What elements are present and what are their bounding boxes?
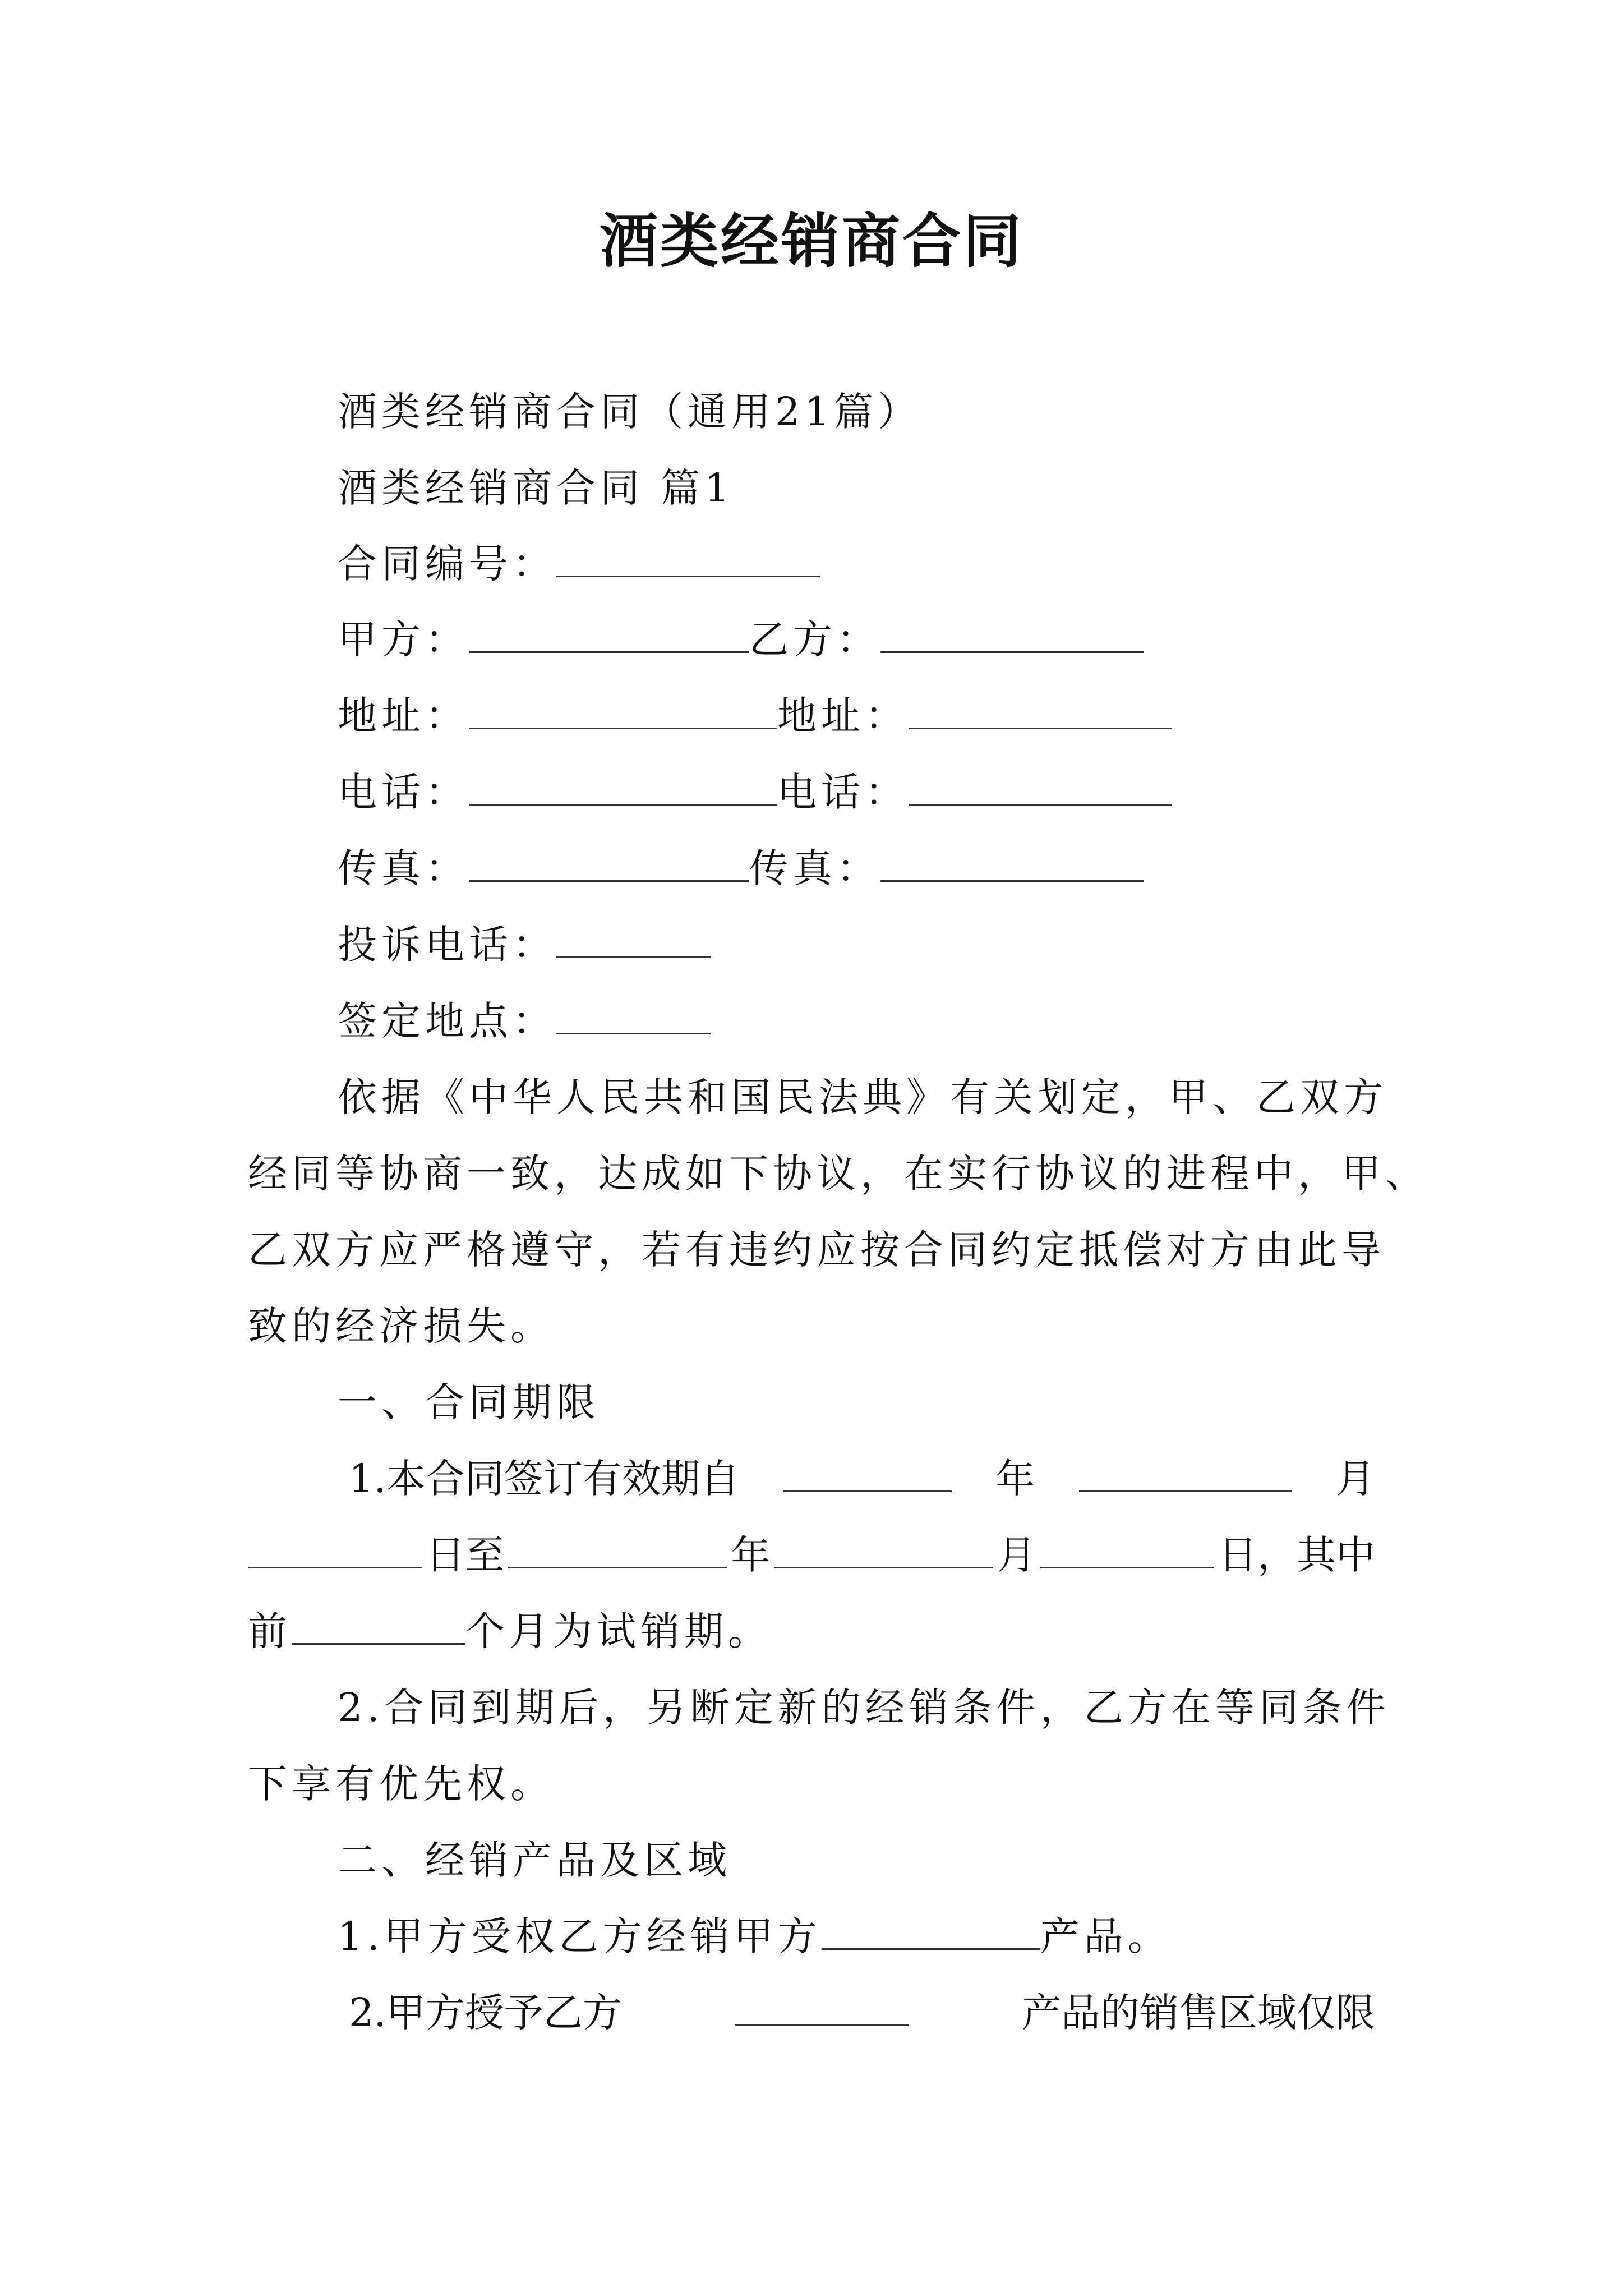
contract-no-blank (556, 541, 820, 577)
phone-a-blank (469, 769, 777, 806)
fax-a-blank (469, 845, 749, 882)
sign-place-blank (556, 998, 711, 1034)
sec1-p1-text-d: 日至 (426, 1532, 505, 1578)
end-month-blank (774, 1532, 993, 1568)
sec2-p2-text-b: 产品的销售区域仅限 (1021, 1990, 1375, 2036)
sec2-p1-text-b: 产品。 (1040, 1913, 1172, 1959)
sec1-p1-text-h: 前 (248, 1608, 292, 1654)
fax-a-label: 传真： (338, 845, 469, 891)
address-b-label: 地址： (777, 693, 909, 739)
sec1-p2-line-1: 2.合同到期后，另断定新的经销条件，乙方在等同条件 (338, 1685, 1390, 1731)
party-row (338, 611, 1144, 668)
intro-line-1: 依据《中华人民共和国民法典》有关划定，甲、乙双方 (338, 1074, 1387, 1120)
phone-b-blank (909, 769, 1172, 806)
sign-place-label: 签定地点： (338, 998, 556, 1044)
start-day-blank (248, 1532, 422, 1568)
complaint-blank (556, 922, 711, 958)
sec1-p1-text-f: 月 (997, 1532, 1036, 1578)
address-b-blank (909, 693, 1172, 729)
party-b-blank (880, 616, 1144, 653)
sec1-p1-text-c: 月 (1335, 1456, 1375, 1502)
part-heading: 酒类经销商合同 篇1 (338, 465, 734, 511)
trial-months-blank (292, 1608, 465, 1645)
fax-b-label: 传真： (749, 845, 880, 891)
sec1-p2-line-2: 下享有优先权。 (248, 1761, 554, 1807)
sec1-p1-line-1 (349, 1451, 1375, 1507)
sec1-p1-text-b: 年 (995, 1456, 1035, 1502)
sec1-p1-line-2 (248, 1527, 1375, 1583)
subtitle: 酒类经销商合同（通用21篇） (338, 389, 922, 435)
sec1-p1-text-g: 日，其中 (1218, 1532, 1375, 1578)
sec1-p1-text-a: 1.本合同签订有效期自 (349, 1456, 740, 1502)
end-day-blank (1040, 1532, 1214, 1568)
document-title: 酒类经销商合同 (599, 206, 1023, 275)
product-blank (822, 1913, 1040, 1950)
sign-place-row (338, 993, 711, 1049)
end-year-blank (508, 1532, 727, 1568)
address-a-label: 地址： (338, 693, 469, 739)
fax-row (338, 840, 1144, 896)
section-2-heading: 二、经销产品及区域 (338, 1837, 731, 1883)
region-product-blank (735, 1990, 909, 2026)
start-month-blank (1079, 1456, 1292, 1492)
contract-no-label: 合同编号： (338, 541, 556, 587)
phone-b-label: 电话： (777, 769, 909, 815)
sec2-p1-text-a: 1.甲方受权乙方经销甲方 (338, 1913, 822, 1959)
phone-a-label: 电话： (338, 769, 469, 815)
fax-b-blank (880, 845, 1144, 882)
intro-line-3: 乙双方应严格遵守，若有违约应按合同约定抵偿对方由此导 (248, 1227, 1385, 1273)
complaint-label: 投诉电话： (338, 922, 556, 968)
sec2-p2 (349, 1985, 1375, 2041)
intro-line-2: 经同等协商一致，达成如下协议，在实行协议的进程中，甲、 (248, 1151, 1429, 1197)
sec1-p1-text-i: 个月为试销期。 (465, 1608, 772, 1654)
contract-no-row (338, 536, 820, 592)
address-a-blank (469, 693, 777, 729)
sec2-p2-text-a: 2.甲方授予乙方 (349, 1990, 622, 2036)
party-a-label: 甲方： (338, 616, 469, 662)
start-year-blank (783, 1456, 952, 1492)
section-1-heading: 一、合同期限 (338, 1379, 600, 1425)
intro-line-4: 致的经济损失。 (248, 1303, 554, 1349)
address-row (338, 688, 1172, 744)
party-a-blank (469, 616, 749, 653)
sec2-p1 (338, 1908, 1172, 1964)
party-b-label: 乙方： (749, 616, 880, 662)
sec1-p1-text-e: 年 (731, 1532, 771, 1578)
complaint-row (338, 917, 711, 973)
sec1-p1-line-3 (248, 1603, 772, 1659)
phone-row (338, 764, 1172, 820)
